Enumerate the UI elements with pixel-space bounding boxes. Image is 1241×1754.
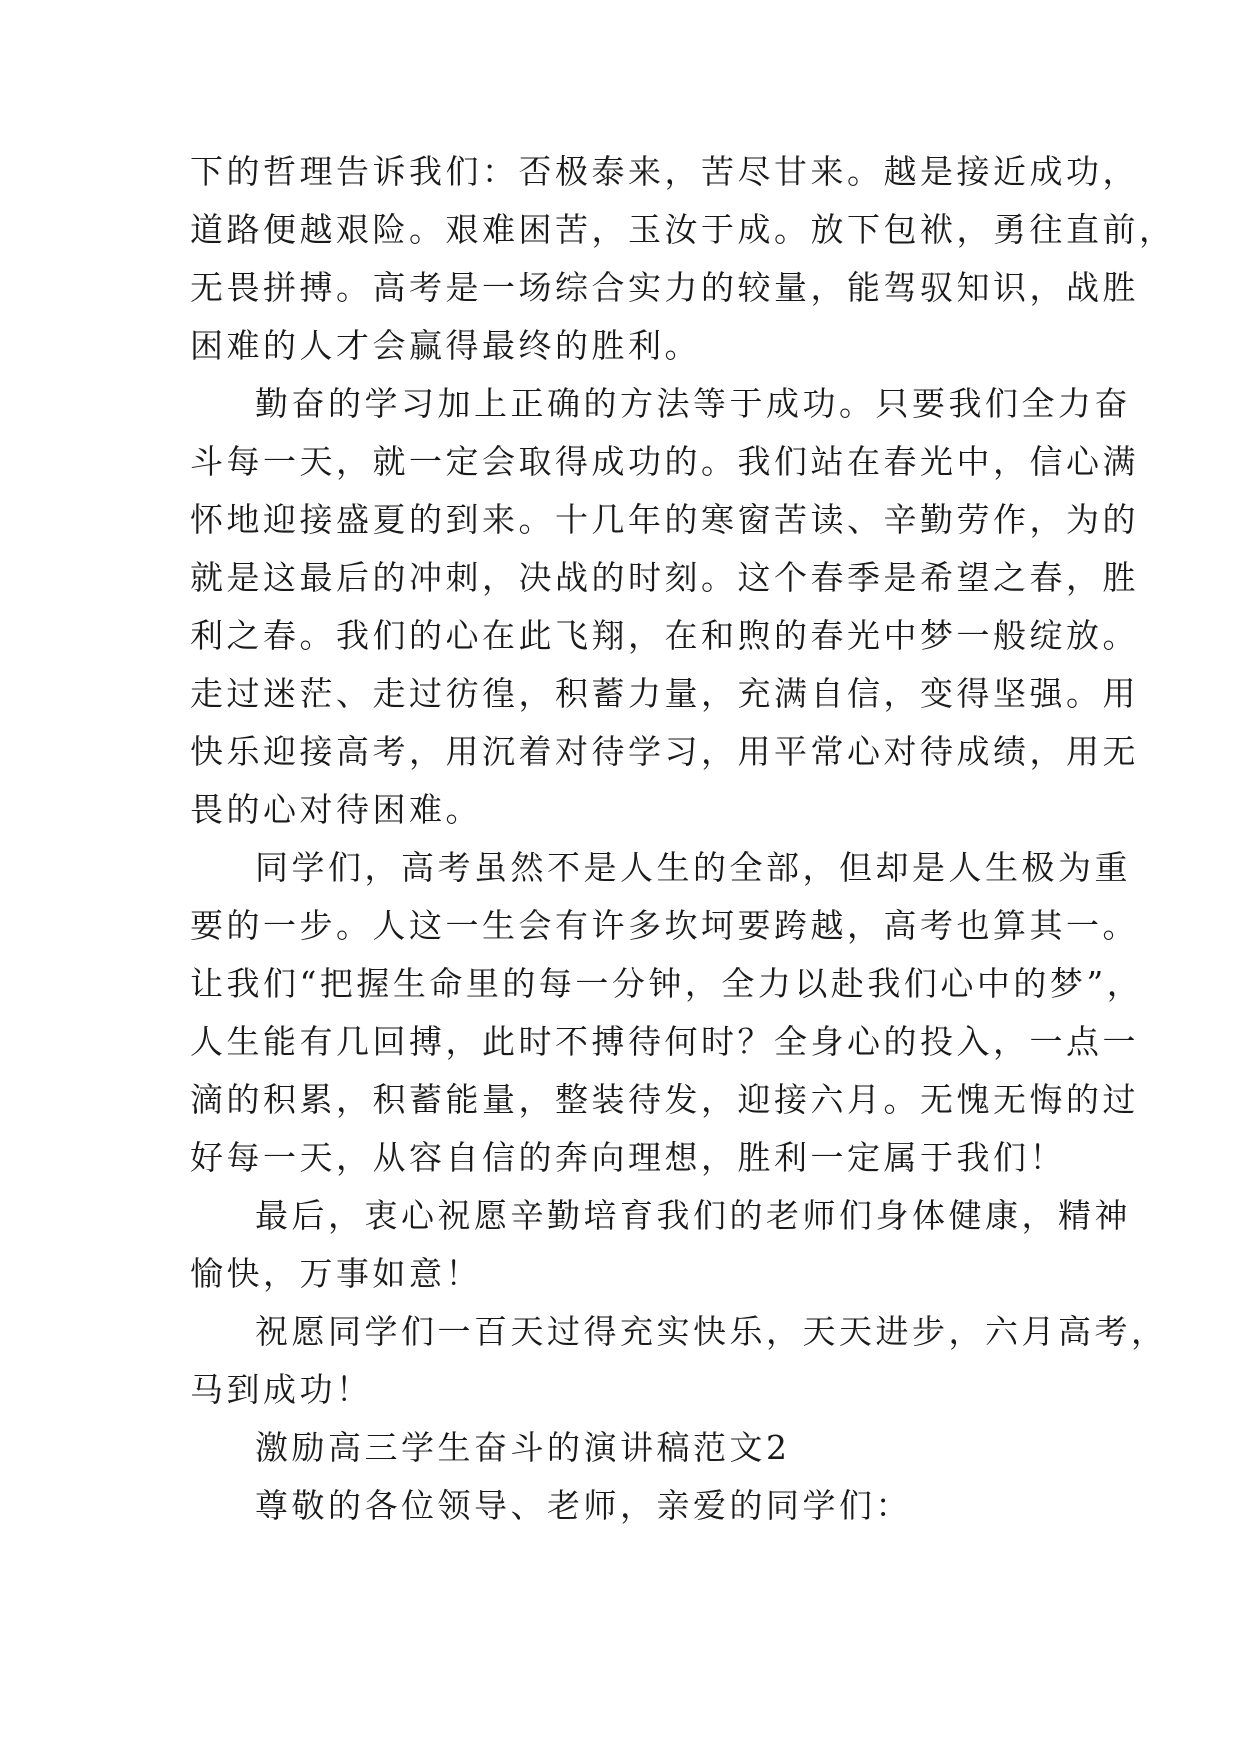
paragraph-line: 人生能有几回搏，此时不搏待何时？全身心的投入，一点一 xyxy=(190,1022,1139,1061)
paragraph-line: 利之春。我们的心在此飞翔，在和煦的春光中梦一般绽放。 xyxy=(190,616,1139,655)
paragraph-line: 快乐迎接高考，用沉着对待学习，用平常心对待成绩，用无 xyxy=(190,732,1139,771)
paragraph-line: 困难的人才会赢得最终的胜利。 xyxy=(190,326,701,365)
paragraph-first-line: 同学们，高考虽然不是人生的全部，但却是人生极为重 xyxy=(255,848,1131,887)
paragraph-first-line: 祝愿同学们一百天过得充实快乐，天天进步，六月高考， xyxy=(255,1312,1168,1351)
paragraph-first-line: 最后，衷心祝愿辛勤培育我们的老师们身体健康，精神 xyxy=(255,1196,1131,1235)
salutation-line: 尊敬的各位领导、老师，亲爱的同学们： xyxy=(255,1486,912,1525)
paragraph-first-line: 勤奋的学习加上正确的方法等于成功。只要我们全力奋 xyxy=(255,384,1131,423)
paragraph-line: 下的哲理告诉我们：否极泰来，苦尽甘来。越是接近成功， xyxy=(190,152,1139,191)
paragraph-line: 道路便越艰险。艰难困苦，玉汝于成。放下包袱，勇往直前， xyxy=(190,210,1176,249)
paragraph-line: 无畏拼搏。高考是一场综合实力的较量，能驾驭知识，战胜 xyxy=(190,268,1139,307)
paragraph-line: 怀地迎接盛夏的到来。十几年的寒窗苦读、辛勤劳作，为的 xyxy=(190,500,1139,539)
paragraph-line: 畏的心对待困难。 xyxy=(190,790,482,829)
paragraph-line: 滴的积累，积蓄能量，整装待发，迎接六月。无愧无悔的过 xyxy=(190,1080,1139,1119)
paragraph-line: 愉快，万事如意！ xyxy=(190,1254,482,1293)
paragraph-line: 让我们“把握生命里的每一分钟，全力以赴我们心中的梦”， xyxy=(190,964,1144,1003)
paragraph-line: 要的一步。人这一生会有许多坎坷要跨越，高考也算其一。 xyxy=(190,906,1139,945)
paragraph-line: 马到成功！ xyxy=(190,1370,373,1409)
paragraph-line: 就是这最后的冲刺，决战的时刻。这个春季是希望之春，胜 xyxy=(190,558,1139,597)
paragraph-line: 好每一天，从容自信的奔向理想，胜利一定属于我们！ xyxy=(190,1138,1066,1177)
paragraph-line: 走过迷茫、走过彷徨，积蓄力量，充满自信，变得坚强。用 xyxy=(190,674,1139,713)
paragraph-line: 斗每一天，就一定会取得成功的。我们站在春光中，信心满 xyxy=(190,442,1139,481)
section-heading: 激励高三学生奋斗的演讲稿范文2 xyxy=(255,1428,791,1467)
